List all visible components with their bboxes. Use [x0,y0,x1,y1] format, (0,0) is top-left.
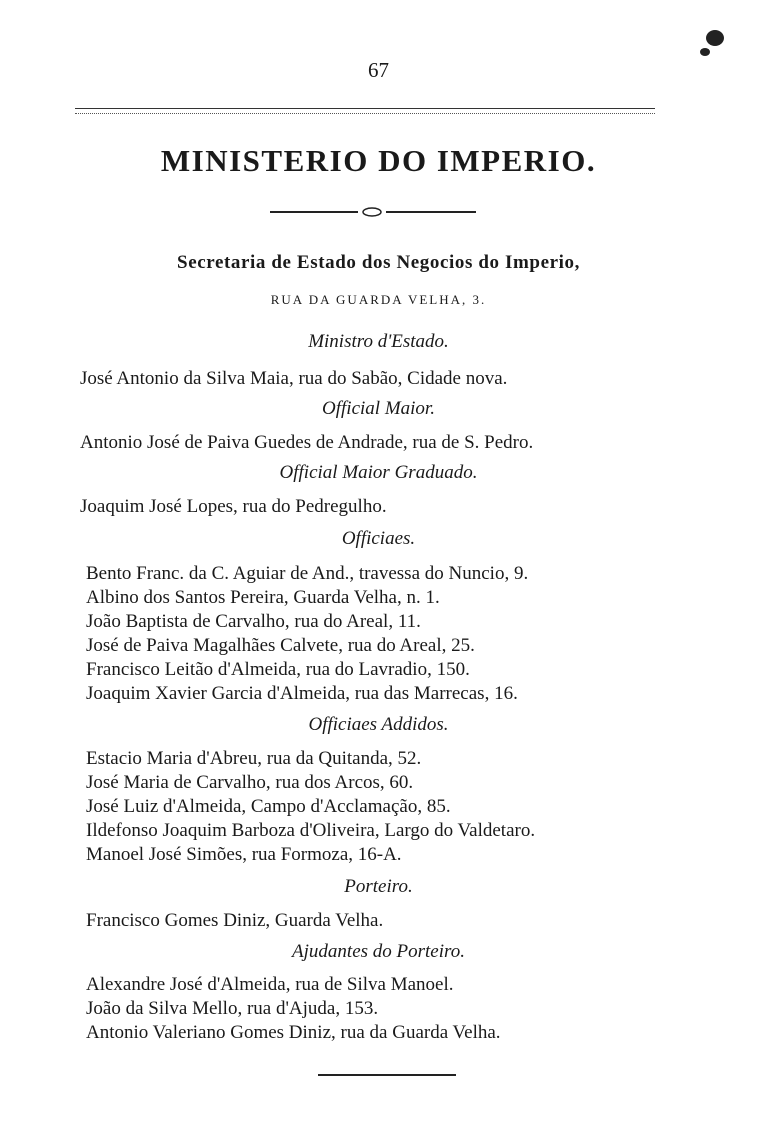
entry-line: Joaquim Xavier Garcia d'Almeida, rua das Marrecas, 16. [86,683,518,704]
entry-line: Joaquim José Lopes, rua do Pedregulho. [80,496,387,517]
role-heading: Official Maior Graduado. [279,462,478,483]
entry-line: José Antonio da Silva Maia, rua do Sabão, Cidade nova. [80,368,508,389]
entry-line: Antonio Valeriano Gomes Diniz, rua da Guarda Velha. [86,1022,501,1043]
role-heading: Porteiro. [344,876,413,897]
entry-line: Manoel José Simões, rua Formoza, 16-A. [86,844,402,865]
entry-line: Francisco Leitão d'Almeida, rua do Lavradio, 150. [86,659,470,680]
ink-blot [706,30,724,46]
page-title: MINISTERIO DO IMPERIO. [160,143,597,178]
section-address: RUA DA GUARDA VELHA, 3. [270,292,487,307]
ink-blot [700,48,710,56]
role-heading: Ajudantes do Porteiro. [292,941,465,962]
entry-line: Antonio José de Paiva Guedes de Andrade, rua de S. Pedro. [80,432,534,453]
entry-line: José de Paiva Magalhães Calvete, rua do Areal, 25. [86,635,475,656]
role-heading: Official Maior. [322,398,435,419]
footer-rule [318,1074,456,1076]
entry-line: Bento Franc. da C. Aguiar de And., travessa do Nuncio, 9. [86,563,529,584]
entry-line: Francisco Gomes Diniz, Guarda Velha. [86,910,384,931]
role-heading: Officiaes Addidos. [308,714,449,735]
header-rule [75,108,655,114]
entry-line: João da Silva Mello, rua d'Ajuda, 153. [86,998,379,1019]
entry-line: Ildefonso Joaquim Barboza d'Oliveira, Largo do Valdetaro. [86,820,536,841]
section-heading: Secretaria de Estado dos Negocios do Imperio, [177,252,580,273]
entry-line: Albino dos Santos Pereira, Guarda Velha, n. 1. [86,587,440,608]
role-heading: Ministro d'Estado. [308,331,449,352]
entry-line: João Baptista de Carvalho, rua do Areal, 11. [86,611,421,632]
entry-line: Alexandre José d'Almeida, rua de Silva Manoel. [86,974,454,995]
role-heading: Officiaes. [341,528,416,549]
entry-line: José Luiz d'Almeida, Campo d'Acclamação, 85. [86,796,451,817]
page-number: 67 [368,58,389,82]
ornament-divider [268,204,478,220]
entry-line: José Maria de Carvalho, rua dos Arcos, 60. [86,772,414,793]
entry-line: Estacio Maria d'Abreu, rua da Quitanda, 52. [86,748,422,769]
